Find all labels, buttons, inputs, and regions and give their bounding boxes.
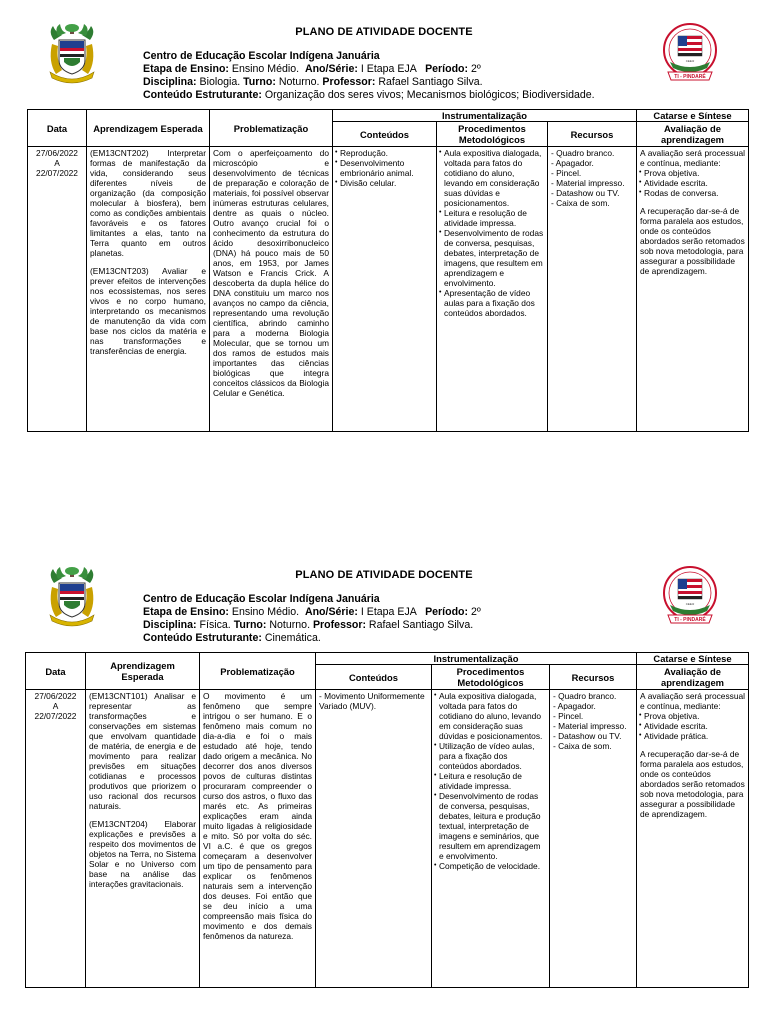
ano-value: I Etapa EJA: [360, 606, 417, 618]
procedimentos-cell: [437, 147, 548, 432]
recursos-cell: [550, 690, 637, 988]
col-header-conteudos: Conteúdos: [333, 122, 437, 147]
list-item: • Leitura e resolução de atividade impressa.: [435, 771, 546, 791]
procedimentos-cell: [432, 690, 550, 988]
col-header-procedimentos: Procedimentos Metodológicos: [437, 122, 548, 147]
state-coat-of-arms-logo: [44, 22, 100, 86]
list-item: - Apagador.: [551, 158, 594, 168]
problematizacao-cell: Com o aperfeiçoamento do microscópio e desenvolvimento de técnicas de preparação e coloração de materiais, foi possível observar inúmeras estruturas celulares, dentre as quais o núcleo. Outro avanço crucial foi o conhecimento da estrutura do ácido desoxirribonucleico (DNA) há pouco mais de 50 anos, em 1953, por James Watson e Francis Crick. A descoberta da dupla hélice do DNA constituiu um marco nos avanços no campo da ciência, representando uma revolução científica, abrindo caminho para a moderna Biologia Molecular, que se tornou um dos ramos de estudos mais importantes das ciências biológicas que integra conceitos clássicos da Biologia Celular e Genética.: [210, 147, 333, 432]
aprendizagem-cell: (EM13CNT101) Analisar e representar as transformações e conservações em sistemas que envolvam quantidade de matéria, de energia e de movimento para realizar previsões em situações cotidianas e processos produtivos que priorizem o uso racional dos recursos naturais. (EM13CNT204) Elaborar explicações e previsões a respeito dos movimentos de objetos na Terra, no Sistema Solar e no Universo com base na análise das interações gravitacionais.: [86, 690, 200, 988]
list-item: • Atividade escrita.: [640, 721, 745, 731]
disciplina-value: Física.: [199, 619, 231, 631]
table-row: [26, 690, 749, 988]
list-item: • Apresentação de vídeo aulas para a fixação dos conteúdos abordados.: [440, 288, 544, 318]
document-header: Centro de Educação Escolar Indígena Januária Etapa de Ensino: Ensino Médio. Ano/Série: I Etapa EJA Período: 2º Disciplina: Biologia. Turno: Noturno. Professor: Rafael Santiago Silva. Conteúdo Estruturante: Organização dos seres vivos; Mecanismos biológicos; Biodiversidade.: [143, 50, 595, 101]
col-header-problematizacao: Problematização: [210, 110, 333, 147]
badge-small-text: CEEIJ: [685, 59, 695, 63]
list-item: • Utilização de vídeo aulas, para a fixação dos conteúdos abordados.: [435, 741, 546, 771]
ano-value: I Etapa EJA: [360, 63, 417, 75]
date-cell: 27/06/2022 A 22/07/2022: [26, 690, 86, 988]
col-header-aprendizagem: Aprendizagem Esperada: [86, 653, 200, 690]
plan-table: [25, 652, 749, 988]
col-header-conteudos: Conteúdos: [316, 665, 432, 690]
list-item: • Desenvolvimento embrionário animal.: [336, 158, 433, 178]
list-item: - Quadro branco.: [551, 148, 615, 158]
date-cell: 27/06/2022 A 22/07/2022: [28, 147, 87, 432]
list-item: - Caixa de som.: [553, 741, 612, 751]
col-header-avaliacao: Avaliação de aprendizagem: [637, 665, 749, 690]
conteudo-value: Cinemática.: [264, 632, 321, 644]
document-header: Centro de Educação Escolar Indígena Januária Etapa de Ensino: Ensino Médio. Ano/Série: I Etapa EJA Período: 2º Disciplina: Física. Turno: Noturno. Professor: Rafael Santiago Silva. Conteúdo Estruturante: Cinemática.: [143, 593, 481, 644]
etapa-value: Ensino Médio.: [231, 63, 300, 75]
list-item: • Aula expositiva dialogada, voltada para fatos do cotidiano do aluno, levando em consideração suas dúvidas e posicionamentos.: [435, 691, 546, 741]
list-item: - Quadro branco.: [553, 691, 617, 701]
conteudos-cell: [316, 690, 432, 988]
col-header-data: Data: [28, 110, 87, 147]
col-header-procedimentos: Procedimentos Metodológicos: [432, 665, 550, 690]
list-item: - Pincel.: [551, 168, 582, 178]
disciplina-value: Biologia.: [199, 76, 241, 88]
school-badge-logo: [660, 565, 720, 629]
list-item: • Desenvolvimento de rodas de conversa, pesquisas, debates, leitura e produção textual, interpretação de imagens e seminários, que resultem em aprendizagem e envolvimento.: [435, 791, 546, 861]
list-item: - Datashow ou TV.: [551, 188, 620, 198]
list-item: • Competição de velocidade.: [435, 861, 546, 871]
list-item: - Caixa de som.: [551, 198, 610, 208]
etapa-value: Ensino Médio.: [231, 606, 300, 618]
col-header-instrumentalizacao: Instrumentalização: [333, 110, 637, 122]
list-item: • Leitura e resolução de atividade impressa.: [440, 208, 544, 228]
school-name: Centro de Educação Escolar Indígena Januária: [143, 593, 380, 605]
conteudos-cell: [333, 147, 437, 432]
periodo-value: 2º: [471, 606, 481, 618]
school-name: Centro de Educação Escolar Indígena Januária: [143, 50, 380, 62]
col-header-aprendizagem: Aprendizagem Esperada: [87, 110, 210, 147]
col-header-recursos: Recursos: [550, 665, 637, 690]
conteudo-value: Organização dos seres vivos; Mecanismos biológicos; Biodiversidade.: [264, 89, 595, 101]
problematizacao-cell: O movimento é um fenômeno que sempre intrigou o ser humano. E o fenômeno mais comum no dia-a-dia e foi o mais estudado até hoje, tendo dado origem a mecânica. No decorrer dos anos diversos povos de culturas distintas procuraram compreender o curso dos astros, o fluxo das marés etc. As primeiras explicações eram ainda muito ligadas à religiosidade e mito. Só por volta do séc. VI a.C. é que os gregos começaram a desenvolver um tipo de pensamento para explicar os fenômenos naturais sem a intervenção dos deuses. Foi então que se deu início a uma compreensão mais física do movimento e dos demais fenômenos da natureza.: [200, 690, 316, 988]
list-item: - Material impresso.: [551, 178, 625, 188]
list-item: • Aula expositiva dialogada, voltada para fatos do cotidiano do aluno, levando em consideração suas dúvidas e posicionamentos.: [440, 148, 544, 208]
document-title: PLANO DE ATIVIDADE DOCENTE: [295, 569, 473, 581]
list-item: - Datashow ou TV.: [553, 731, 622, 741]
list-item: - Material impresso.: [553, 721, 627, 731]
list-item: • Reprodução.: [336, 148, 433, 158]
state-coat-of-arms-logo: [44, 565, 100, 629]
turno-value: Noturno.: [269, 619, 311, 631]
col-header-instrumentalizacao: Instrumentalização: [316, 653, 637, 665]
document-title: PLANO DE ATIVIDADE DOCENTE: [295, 26, 473, 38]
professor-value: Rafael Santiago Silva.: [368, 619, 474, 631]
list-item: - Apagador.: [553, 701, 596, 711]
plan-table: [27, 109, 749, 432]
badge-small-text: CEEIJ: [685, 602, 695, 606]
list-item: • Prova objetiva.: [640, 711, 745, 721]
list-item: • Rodas de conversa.: [640, 188, 745, 198]
list-item: • Prova objetiva.: [640, 168, 745, 178]
badge-text: TI - PINDARÉ: [674, 74, 706, 80]
list-item: - Movimento Uniformemente Variado (MUV).: [319, 691, 425, 711]
list-item: • Atividade escrita.: [640, 178, 745, 188]
turno-value: Noturno.: [278, 76, 320, 88]
col-header-recursos: Recursos: [548, 122, 637, 147]
school-badge-logo: [660, 22, 720, 86]
col-header-catarse: Catarse e Síntese: [637, 653, 749, 665]
badge-text: TI - PINDARÉ: [674, 617, 706, 623]
periodo-value: 2º: [471, 63, 481, 75]
col-header-catarse: Catarse e Síntese: [637, 110, 749, 122]
list-item: • Atividade prática.: [640, 731, 745, 741]
aprendizagem-cell: (EM13CNT202) Interpretar formas de manifestação da vida, considerando seus diferentes níveis de organização (da composição molecular à biosfera), bem como as condições ambientais favoráveis e os fatores limitantes a elas, tanto na Terra quanto em outros planetas. (EM13CNT203) Avaliar e prever efeitos de intervenções nos ecossistemas, nos seres vivos e no corpo humano, interpretando os mecanismos de manutenção da vida com base nos ciclos da matéria e nas transformações e transferências de energia.: [87, 147, 210, 432]
list-item: • Desenvolvimento de rodas de conversa, pesquisas, debates, interpretação de imagens, que resultem em aprendizagem e envolvimento.: [440, 228, 544, 288]
recursos-cell: [548, 147, 637, 432]
professor-value: Rafael Santiago Silva.: [378, 76, 483, 88]
list-item: • Divisão celular.: [336, 178, 433, 188]
list-item: - Pincel.: [553, 711, 584, 721]
avaliacao-cell: A avaliação será processual e contínua, mediante: • Prova objetiva. • Atividade escrita. • Atividade prática. A recuperação dar-se-á de forma paralela aos estudos, onde os conteúdos abordados serão retomados sob nova metodologia, para assegurar a possibilidade de aprendizagem.: [637, 690, 749, 988]
col-header-data: Data: [26, 653, 86, 690]
col-header-problematizacao: Problematização: [200, 653, 316, 690]
col-header-avaliacao: Avaliação de aprendizagem: [637, 122, 749, 147]
table-row: [28, 147, 749, 432]
avaliacao-cell: A avaliação será processual e contínua, mediante: • Prova objetiva. • Atividade escrita. • Rodas de conversa. A recuperação dar-se-á de forma paralela aos estudos, onde os conteúdos abordados serão retomados sob nova metodologia, para assegurar a possibilidade de aprendizagem.: [637, 147, 749, 432]
